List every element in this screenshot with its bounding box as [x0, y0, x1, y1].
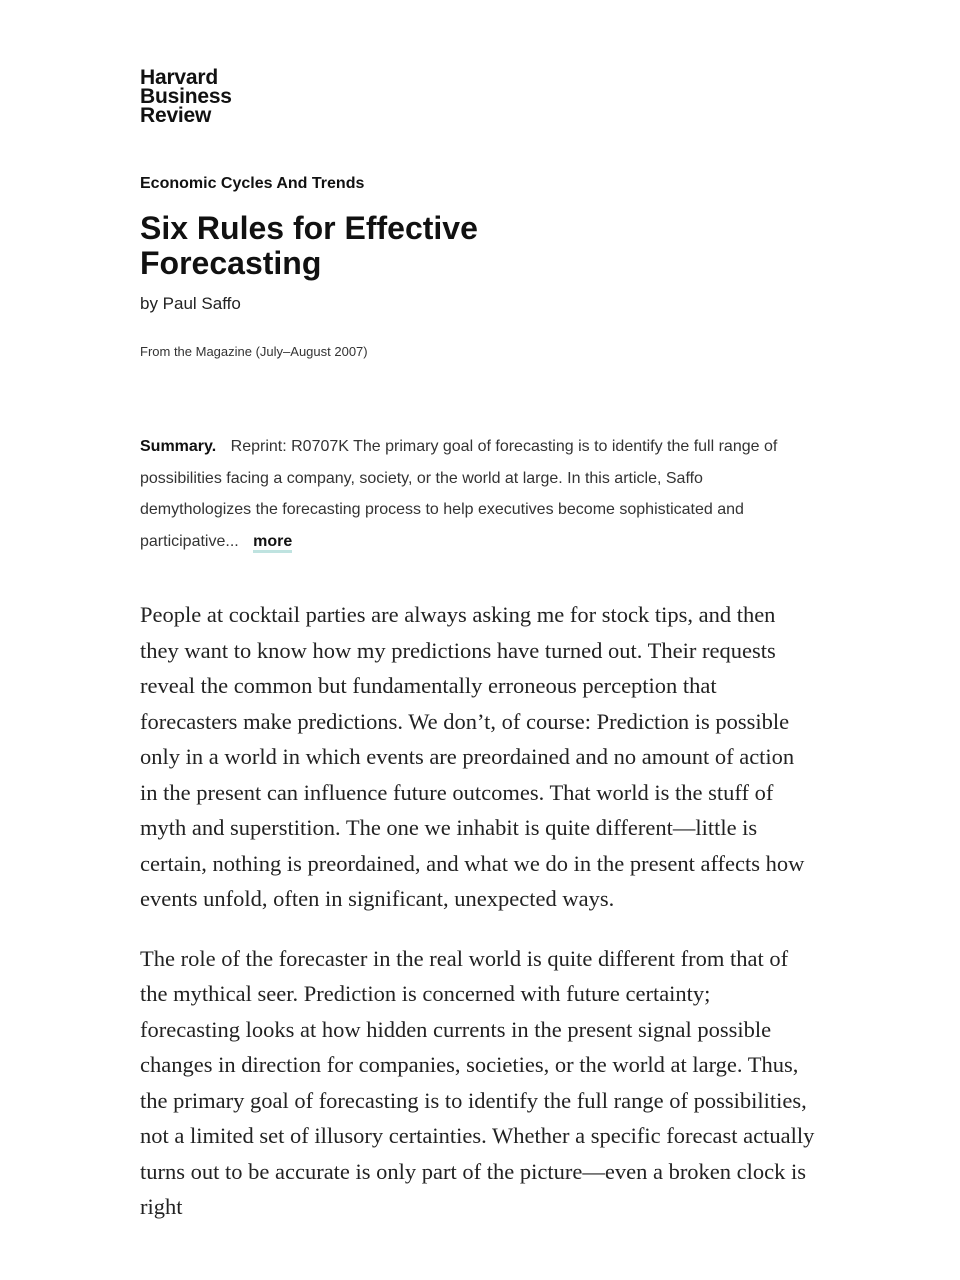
article-summary — [140, 431, 810, 557]
magazine-source: From the Magazine (July–August 2007) — [140, 344, 368, 359]
article-page — [140, 64, 820, 1249]
body-paragraph: The role of the forecaster in the real world is quite different from that of the mythical seer. Prediction is concerned with future certainty; forecasting looks at how hidden currents in the present signal possible changes in direction for companies, societies, or the world at large. Thus, the primary goal of forecasting is to identify the full range of possibilities, not a limited set of illusory certainties. Whether a specific forecast actually turns out to be accurate is only part of the picture—even a broken clock is right — [140, 945, 815, 1219]
topic-link[interactable]: Economic Cycles And Trends — [140, 175, 365, 192]
summary-text: Reprint: R0707K The primary goal of forecasting is to identify the full range of possibilities facing a company, society, or the world at large. In this article, Saffo demythologizes the forecasting process to help executives become sophisticated and participative... — [140, 438, 778, 550]
logo-line-3: Review — [140, 104, 212, 127]
logo-line-2: Business — [140, 85, 232, 108]
article-body — [140, 597, 815, 1225]
summary-more-link[interactable]: more — [253, 533, 292, 553]
summary-label: Summary. — [140, 438, 217, 455]
body-paragraph: People at cocktail parties are always asking me for stock tips, and then they want to know how my predictions have turned out. Their requests reveal the common but fundamentally erroneous perception that forecasters make predictions. We don’t, of course: Prediction is possible only in a world in which events are preordained and no amount of action in the present can influence future outcomes. That world is the stuff of myth and superstition. The one we inhabit is quite different—little is certain, nothing is preordained, and what we do in the present affects how events unfold, often in significant, unexpected ways. — [140, 602, 805, 911]
article-title: Six Rules for Effective Forecasting — [140, 210, 478, 281]
logo-line-1: Harvard — [140, 66, 218, 89]
author-byline: by Paul Saffo — [140, 294, 241, 313]
hbr-logo[interactable] — [140, 64, 820, 125]
